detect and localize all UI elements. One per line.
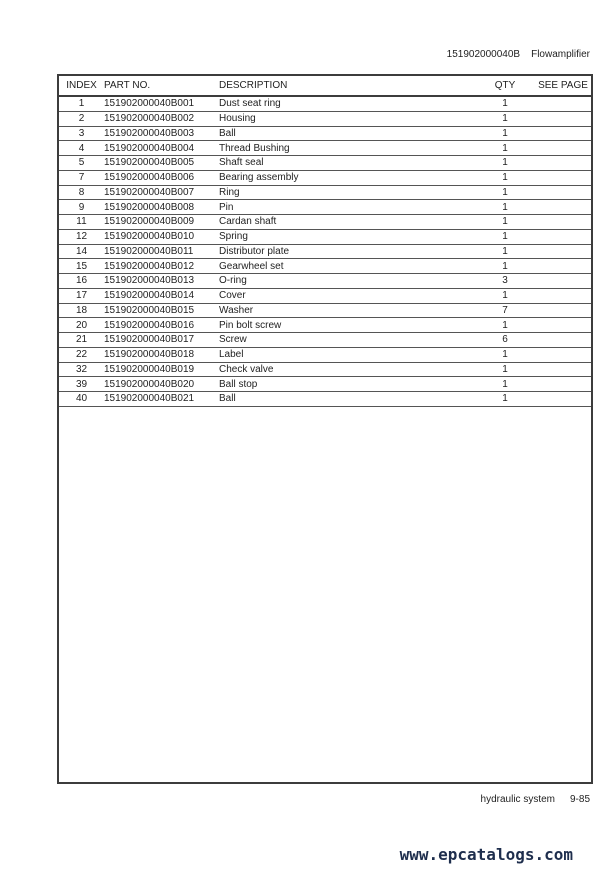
cell-index: 39 bbox=[75, 378, 88, 390]
table-row bbox=[59, 156, 591, 171]
cell-part-no: 151902000040B002 bbox=[104, 113, 195, 125]
cell-description: Gearwheel set bbox=[219, 260, 284, 272]
cell-index: 2 bbox=[78, 113, 85, 125]
cell-description: Pin bolt screw bbox=[219, 319, 282, 331]
table-row bbox=[59, 230, 591, 245]
table-row bbox=[59, 289, 591, 304]
column-header-see-page: SEE PAGE bbox=[538, 80, 588, 91]
cell-index: 9 bbox=[78, 201, 85, 213]
cell-description: Cardan shaft bbox=[219, 216, 277, 228]
table-row bbox=[59, 318, 591, 333]
cell-part-no: 151902000040B014 bbox=[104, 290, 195, 302]
table-row bbox=[59, 274, 591, 289]
cell-qty: 1 bbox=[502, 290, 508, 302]
cell-qty: 3 bbox=[502, 275, 508, 287]
cell-index: 3 bbox=[78, 127, 85, 139]
cell-description: Spring bbox=[219, 231, 248, 243]
table-header-row bbox=[59, 76, 591, 97]
cell-qty: 1 bbox=[502, 260, 508, 272]
cell-qty: 7 bbox=[502, 304, 508, 316]
cell-index: 15 bbox=[75, 260, 88, 272]
cell-qty: 1 bbox=[502, 186, 508, 198]
document-header bbox=[447, 49, 590, 60]
cell-qty: 1 bbox=[502, 349, 508, 361]
column-header-index: INDEX bbox=[66, 80, 97, 91]
cell-description: Distributor plate bbox=[219, 245, 290, 257]
cell-qty: 1 bbox=[502, 201, 508, 213]
cell-index: 4 bbox=[78, 142, 85, 154]
table-row bbox=[59, 200, 591, 215]
table-row bbox=[59, 259, 591, 274]
cell-part-no: 151902000040B010 bbox=[104, 231, 195, 243]
cell-description: Label bbox=[219, 349, 244, 361]
table-row bbox=[59, 377, 591, 392]
footer-page-number: 9-85 bbox=[569, 794, 590, 805]
table-row bbox=[59, 304, 591, 319]
cell-part-no: 151902000040B008 bbox=[104, 201, 195, 213]
cell-index: 7 bbox=[78, 172, 85, 184]
cell-qty: 1 bbox=[502, 142, 508, 154]
cell-part-no: 151902000040B011 bbox=[104, 245, 194, 257]
column-header-part-no: PART NO. bbox=[104, 80, 151, 91]
cell-index: 40 bbox=[75, 393, 88, 405]
table-row bbox=[59, 245, 591, 260]
cell-qty: 1 bbox=[502, 172, 508, 184]
table-row bbox=[59, 97, 591, 112]
table-row bbox=[59, 333, 591, 348]
table-row bbox=[59, 141, 591, 156]
table-body bbox=[59, 97, 591, 407]
cell-qty: 1 bbox=[502, 113, 508, 125]
cell-index: 17 bbox=[75, 290, 88, 302]
footer-section-title: hydraulic system bbox=[480, 794, 555, 805]
cell-index: 16 bbox=[75, 275, 88, 287]
cell-description: Bearing assembly bbox=[219, 172, 299, 184]
header-part-number: 151902000040B bbox=[446, 49, 521, 60]
cell-part-no: 151902000040B007 bbox=[104, 186, 195, 198]
cell-index: 5 bbox=[78, 157, 85, 169]
cell-description: Thread Bushing bbox=[219, 142, 290, 154]
cell-qty: 6 bbox=[502, 334, 508, 346]
cell-qty: 1 bbox=[502, 393, 508, 405]
cell-qty: 1 bbox=[502, 98, 508, 110]
table-row bbox=[59, 348, 591, 363]
cell-part-no: 151902000040B012 bbox=[104, 260, 195, 272]
cell-description: Dust seat ring bbox=[219, 98, 281, 110]
table-row bbox=[59, 112, 591, 127]
column-header-description: DESCRIPTION bbox=[219, 80, 288, 91]
document-footer bbox=[481, 794, 590, 805]
cell-qty: 1 bbox=[502, 319, 508, 331]
cell-part-no: 151902000040B015 bbox=[104, 304, 195, 316]
cell-qty: 1 bbox=[502, 231, 508, 243]
parts-table bbox=[57, 74, 593, 784]
cell-index: 8 bbox=[78, 186, 85, 198]
cell-description: Screw bbox=[219, 334, 247, 346]
cell-qty: 1 bbox=[502, 363, 508, 375]
cell-description: Cover bbox=[219, 290, 246, 302]
cell-part-no: 151902000040B003 bbox=[104, 127, 195, 139]
header-model-name: Flowamplifier bbox=[531, 49, 590, 60]
cell-description: Shaft seal bbox=[219, 157, 264, 169]
cell-description: Pin bbox=[219, 201, 234, 213]
cell-index: 18 bbox=[75, 304, 88, 316]
cell-description: Housing bbox=[219, 113, 256, 125]
cell-part-no: 151902000040B001 bbox=[104, 98, 195, 110]
cell-index: 20 bbox=[75, 319, 88, 331]
table-row bbox=[59, 392, 591, 407]
cell-part-no: 151902000040B004 bbox=[104, 142, 195, 154]
cell-description: O-ring bbox=[219, 275, 247, 287]
cell-part-no: 151902000040B006 bbox=[104, 172, 195, 184]
table-row bbox=[59, 363, 591, 378]
cell-part-no: 151902000040B016 bbox=[104, 319, 195, 331]
cell-description: Ball bbox=[219, 127, 236, 139]
cell-index: 22 bbox=[75, 349, 88, 361]
watermark-link[interactable]: www.epcatalogs.com bbox=[399, 845, 573, 864]
cell-description: Ball bbox=[219, 393, 236, 405]
cell-part-no: 151902000040B013 bbox=[104, 275, 195, 287]
cell-index: 21 bbox=[75, 334, 88, 346]
cell-description: Washer bbox=[219, 304, 254, 316]
cell-index: 14 bbox=[75, 245, 88, 257]
cell-description: Check valve bbox=[219, 363, 274, 375]
cell-part-no: 151902000040B020 bbox=[104, 378, 195, 390]
cell-part-no: 151902000040B021 bbox=[104, 393, 195, 405]
cell-part-no: 151902000040B005 bbox=[104, 157, 195, 169]
cell-part-no: 151902000040B018 bbox=[104, 349, 195, 361]
cell-description: Ball stop bbox=[219, 378, 258, 390]
column-header-qty: QTY bbox=[494, 80, 516, 91]
cell-qty: 1 bbox=[502, 127, 508, 139]
cell-index: 32 bbox=[75, 363, 88, 375]
table-row bbox=[59, 186, 591, 201]
table-row bbox=[59, 171, 591, 186]
cell-index: 12 bbox=[75, 231, 88, 243]
cell-qty: 1 bbox=[502, 157, 508, 169]
cell-qty: 1 bbox=[502, 245, 508, 257]
table-row bbox=[59, 127, 591, 142]
table-row bbox=[59, 215, 591, 230]
cell-part-no: 151902000040B009 bbox=[104, 216, 195, 228]
cell-description: Ring bbox=[219, 186, 240, 198]
cell-index: 11 bbox=[76, 216, 87, 228]
cell-part-no: 151902000040B019 bbox=[104, 363, 195, 375]
cell-index: 1 bbox=[78, 98, 85, 110]
cell-qty: 1 bbox=[502, 216, 508, 228]
cell-part-no: 151902000040B017 bbox=[104, 334, 195, 346]
cell-qty: 1 bbox=[502, 378, 508, 390]
